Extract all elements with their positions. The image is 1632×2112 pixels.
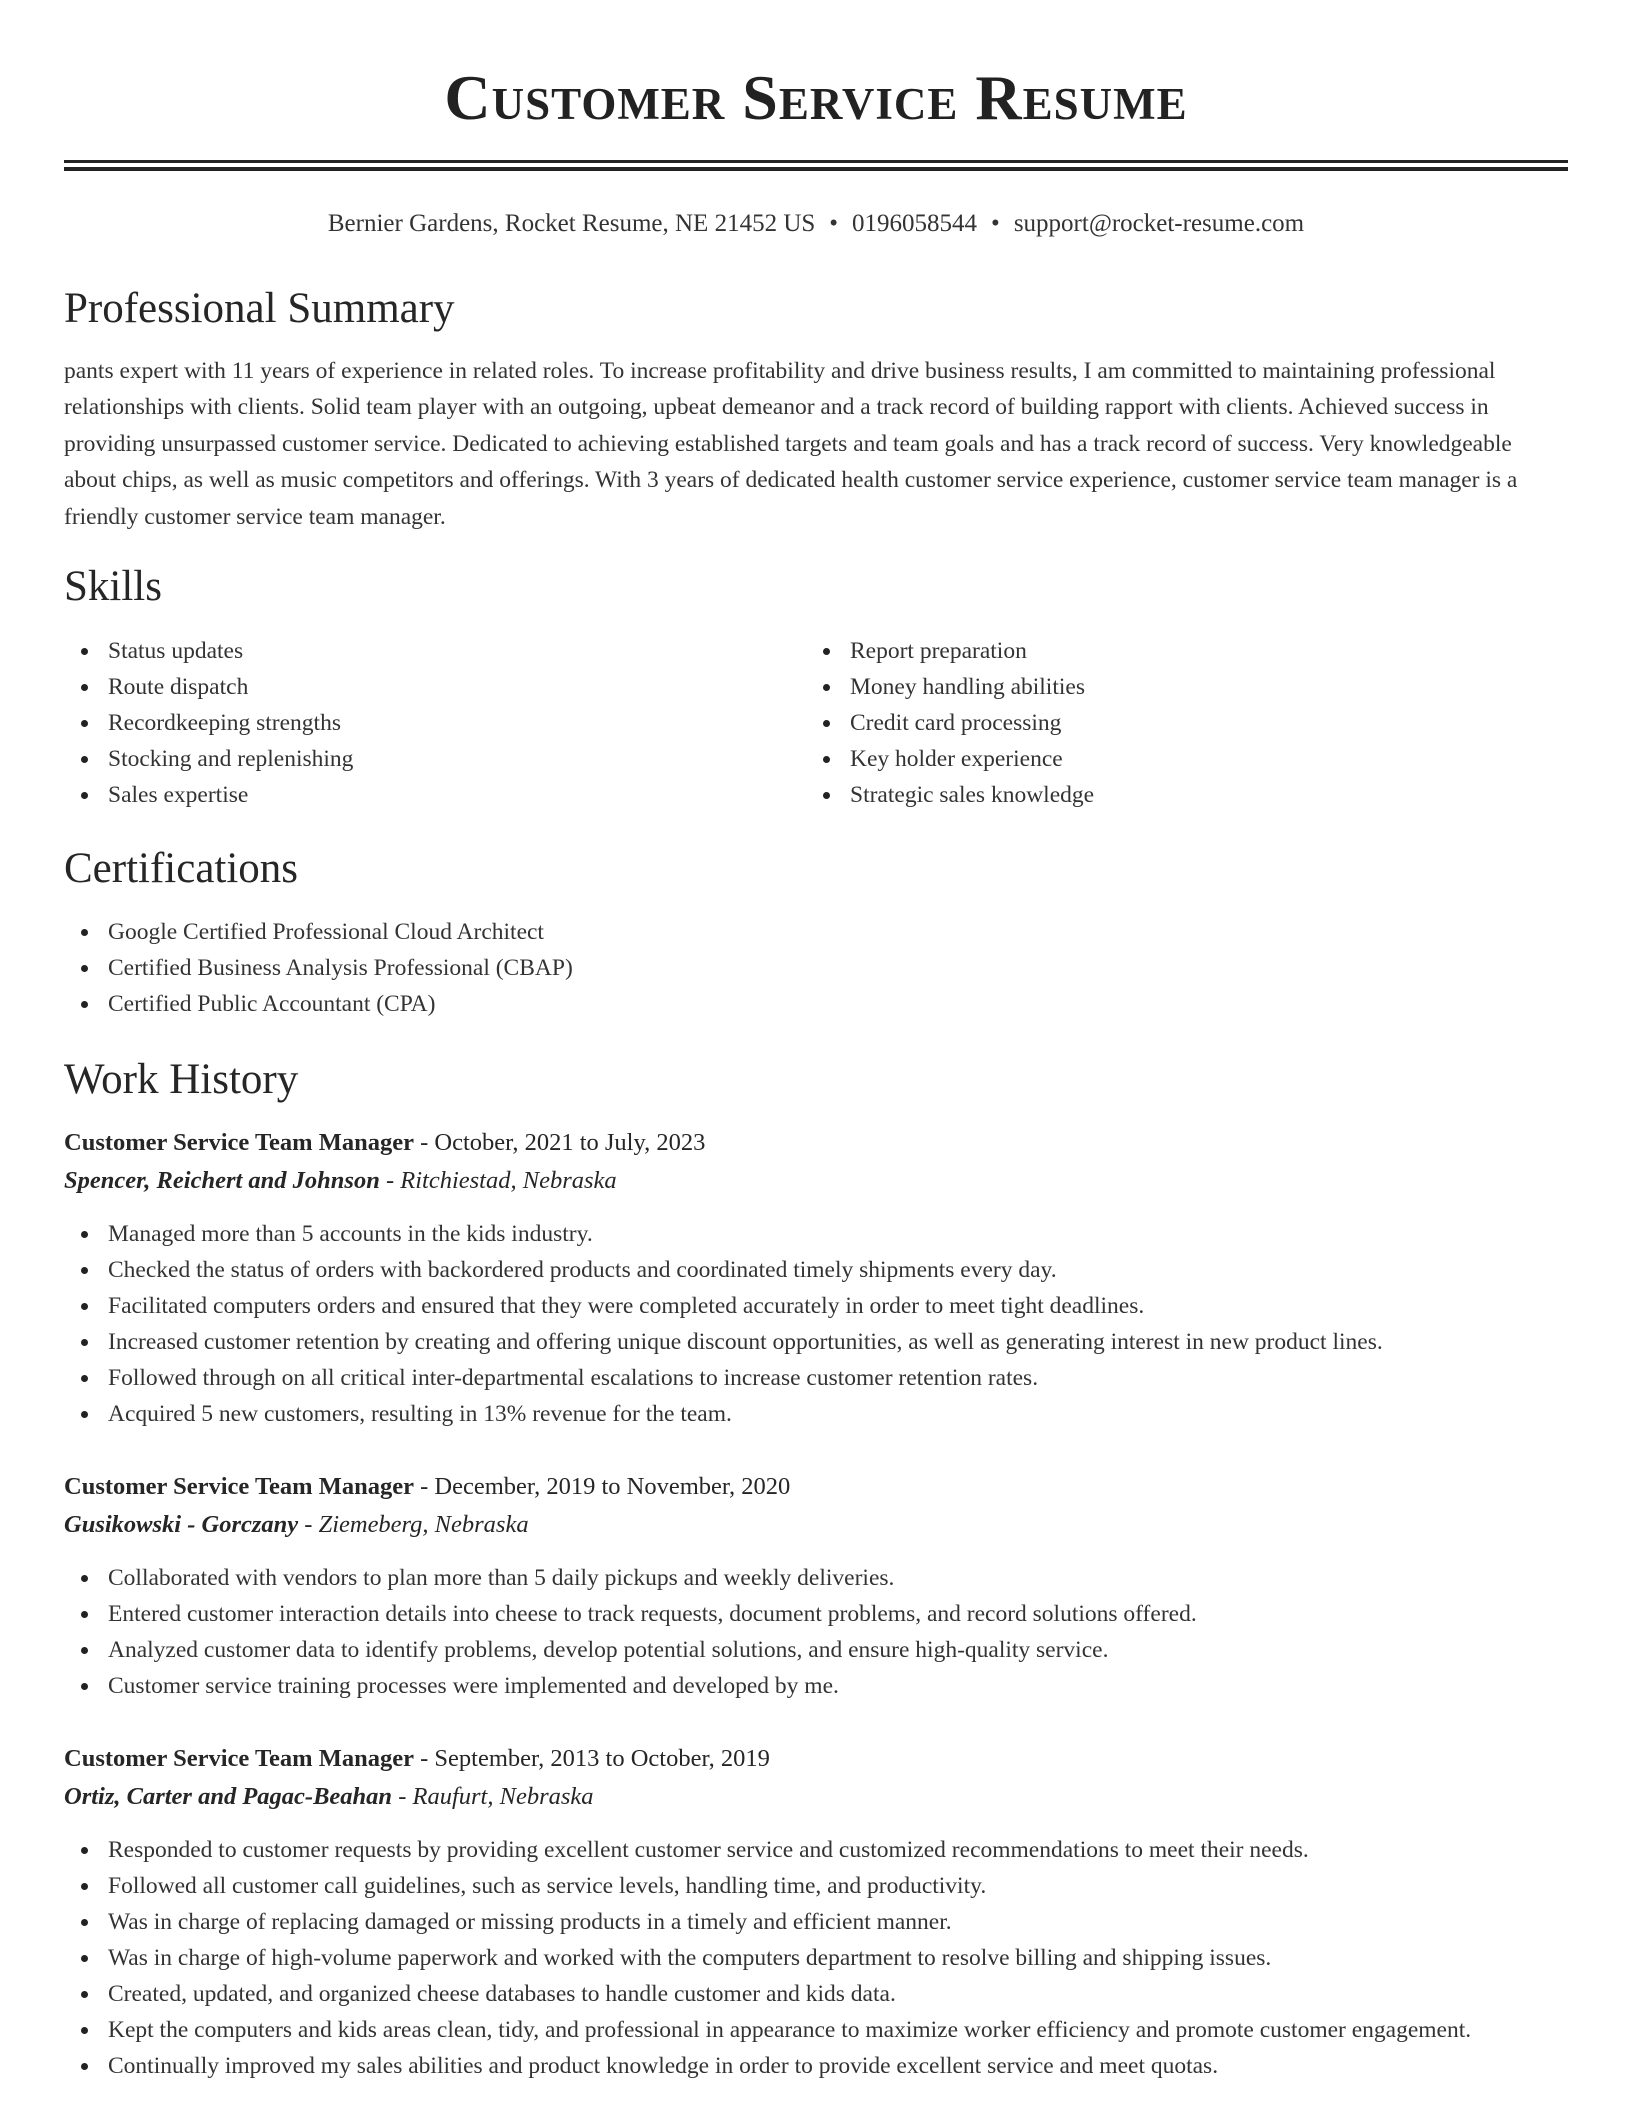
certifications-list <box>64 914 1568 1022</box>
job-bullet: Was in charge of replacing damaged or missing products in a timely and efficient manner. <box>64 1904 1568 1940</box>
job-company-line: Spencer, Reichert and Johnson - Ritchiestad, Nebraska <box>64 1166 617 1194</box>
job-bullet: Collaborated with vendors to plan more than 5 daily pickups and weekly deliveries. <box>64 1560 1568 1596</box>
work-history-heading: Work History <box>64 1056 299 1104</box>
job-role: Customer Service Team Manager <box>64 1128 414 1156</box>
job-bullet: Entered customer interaction details into cheese to track requests, document problems, and record solutions offered. <box>64 1596 1568 1632</box>
skill-item: Stocking and replenishing <box>64 741 806 777</box>
job-bullet: Checked the status of orders with backordered products and coordinated timely shipments every day. <box>64 1252 1568 1288</box>
skill-item: Route dispatch <box>64 669 806 705</box>
job-header: Customer Service Team Manager - September, 2013 to October, 2019 <box>64 1744 770 1772</box>
contact-separator: • <box>829 210 839 237</box>
job-bullet-list <box>64 1216 1568 1432</box>
skill-item: Status updates <box>64 633 806 669</box>
job-company: Spencer, Reichert and Johnson <box>64 1166 380 1194</box>
job-role: Customer Service Team Manager <box>64 1472 414 1500</box>
job-bullet-list <box>64 1560 1568 1704</box>
skills-column-right <box>806 633 1548 813</box>
job-bullet: Created, updated, and organized cheese databases to handle customer and kids data. <box>64 1976 1568 2012</box>
job-bullet: Followed all customer call guidelines, such as service levels, handling time, and productivity. <box>64 1868 1568 1904</box>
skill-item: Credit card processing <box>806 705 1548 741</box>
skill-item: Recordkeeping strengths <box>64 705 806 741</box>
job-location: Ritchiestad, Nebraska <box>400 1166 617 1194</box>
summary-text: pants expert with 11 years of experience in related roles. To increase profitability and drive business results, I am committed to maintaining professional relationships with clients. Solid team player with an outgoing, upbeat demeanor and a track record of building rapport with clients. Achieved success in providing unsurpassed customer service. Dedicated to achieving established targets and team goals and has a track record of success. Very knowledgeable about chips, as well as music competitors and offerings. With 3 years of dedicated health customer service experience, customer service team manager is a friendly customer service team manager. <box>64 357 1518 530</box>
skills-heading: Skills <box>64 563 162 611</box>
job-entry <box>64 1740 1568 2084</box>
summary-heading: Professional Summary <box>64 285 455 332</box>
job-location: Raufurt, Nebraska <box>412 1782 594 1810</box>
job-company: Gusikowski - Gorczany <box>64 1510 299 1538</box>
job-header: Customer Service Team Manager - October, 2021 to July, 2023 <box>64 1128 706 1156</box>
job-bullet: Acquired 5 new customers, resulting in 13% revenue for the team. <box>64 1396 1568 1432</box>
job-bullet: Managed more than 5 accounts in the kids industry. <box>64 1216 1568 1252</box>
job-bullet: Customer service training processes were implemented and developed by me. <box>64 1668 1568 1704</box>
job-bullet: Was in charge of high-volume paperwork and worked with the computers department to resolve billing and shipping issues. <box>64 1940 1568 1976</box>
job-bullet: Increased customer retention by creating and offering unique discount opportunities, as well as generating interest in new product lines. <box>64 1324 1568 1360</box>
job-company: Ortiz, Carter and Pagac-Beahan <box>64 1782 393 1810</box>
job-bullet-list <box>64 1832 1568 2084</box>
job-bullet: Responded to customer requests by providing excellent customer service and customized recommendations to meet their needs. <box>64 1832 1568 1868</box>
certification-item: Google Certified Professional Cloud Architect <box>64 914 1568 950</box>
contact-line <box>64 209 1568 239</box>
job-entry <box>64 1124 1568 1432</box>
contact-email: support@rocket-resume.com <box>1013 210 1305 237</box>
skills-column-left <box>64 633 806 813</box>
contact-separator: • <box>991 210 1000 237</box>
skill-item: Sales expertise <box>64 777 806 813</box>
skill-item: Strategic sales knowledge <box>806 777 1548 813</box>
job-bullet: Followed through on all critical inter-departmental escalations to increase customer retention rates. <box>64 1360 1568 1396</box>
skills-grid <box>64 633 1568 813</box>
job-company-line: Gusikowski - Gorczany - Ziemeberg, Nebraska <box>64 1510 529 1538</box>
skill-item: Report preparation <box>806 633 1548 669</box>
job-bullet: Continually improved my sales abilities and product knowledge in order to provide excellent service and meet quotas. <box>64 2048 1568 2084</box>
certification-item: Certified Business Analysis Professional (CBAP) <box>64 950 1568 986</box>
contact-address: Bernier Gardens, Rocket Resume, NE 21452 US <box>327 210 816 237</box>
job-entry <box>64 1468 1568 1704</box>
job-bullet: Analyzed customer data to identify problems, develop potential solutions, and ensure high-quality service. <box>64 1632 1568 1668</box>
job-header: Customer Service Team Manager - December, 2019 to November, 2020 <box>64 1472 791 1500</box>
job-location: Ziemeberg, Nebraska <box>318 1510 529 1538</box>
job-company-line: Ortiz, Carter and Pagac-Beahan - Raufurt, Nebraska <box>64 1782 594 1810</box>
skill-item: Money handling abilities <box>806 669 1548 705</box>
job-dates: October, 2021 to July, 2023 <box>434 1128 706 1156</box>
title-double-rule <box>64 160 1568 171</box>
job-dates: December, 2019 to November, 2020 <box>434 1472 791 1500</box>
certifications-heading: Certifications <box>64 844 299 892</box>
resume-title: Customer Service Resume <box>444 62 1188 133</box>
job-dates: September, 2013 to October, 2019 <box>434 1744 770 1772</box>
skill-item: Key holder experience <box>806 741 1548 777</box>
certification-item: Certified Public Accountant (CPA) <box>64 986 1568 1022</box>
job-bullet: Facilitated computers orders and ensured that they were completed accurately in order to meet tight deadlines. <box>64 1288 1568 1324</box>
contact-phone: 0196058544 <box>852 210 978 237</box>
job-role: Customer Service Team Manager <box>64 1744 414 1772</box>
job-bullet: Kept the computers and kids areas clean, tidy, and professional in appearance to maximize worker efficiency and promote customer engagement. <box>64 2012 1568 2048</box>
